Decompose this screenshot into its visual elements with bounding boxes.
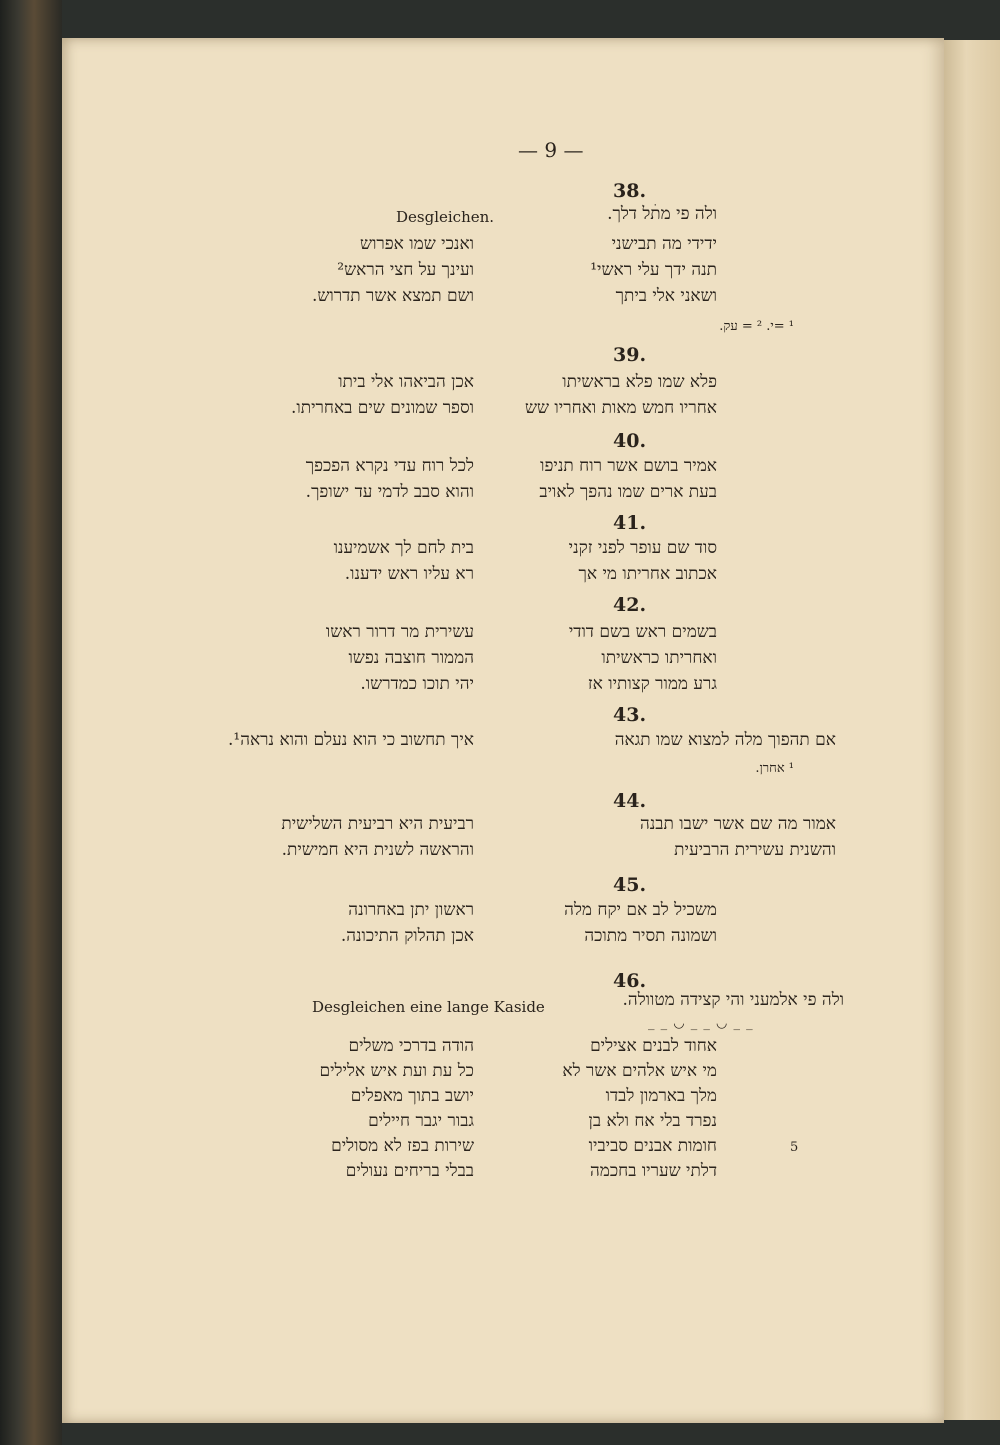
verse-41-1b: בית לחם לך אשמיענו	[333, 538, 474, 558]
verse-41-2b: רא עליו ראש ידענו.	[344, 564, 474, 584]
verse-42-2b: הממור חוצבה נפשו	[348, 648, 474, 668]
verse-45-1b: ראשון יתן באחרונה	[348, 900, 474, 920]
verse-38-3a: ושאני אלי ביתך	[615, 286, 717, 306]
section-number-43: 43.	[613, 704, 647, 726]
verse-44-2b: והראשה לשנית היא חמישית.	[281, 840, 474, 860]
section-number-44: 44.	[613, 790, 647, 812]
footnote-43: ¹ אחרן.	[755, 761, 794, 776]
verse-45-1a: משכיל לב אם יקח מלה	[564, 900, 717, 920]
verse-46-1a: אחוד לבנים אצילים	[590, 1036, 717, 1056]
verse-42-1a: בשמים ראש בשם דודי	[568, 622, 717, 642]
section-intro-46: ולה פי אלמעני והי קצידה מטוולה.	[622, 990, 844, 1010]
verse-46-3a: מלך בארמון לבדו	[605, 1086, 717, 1106]
page-number: — 9 —	[518, 138, 584, 162]
verse-46-5b: שירות בפז לא מסולים	[331, 1136, 474, 1156]
verse-41-2a: אכתוב אחריתו מי אך	[578, 564, 717, 584]
verse-40-1b: לכל רוח עדי נקרא הפכפך	[305, 456, 474, 476]
verse-41-1a: סוד שם עופר לפני זקני	[568, 538, 717, 558]
section-number-39: 39.	[613, 344, 647, 366]
verse-46-2b: כל עת ועת איש אלילים	[319, 1061, 474, 1081]
verse-46-5a: חומות אבנים סביביו	[588, 1136, 717, 1156]
verse-46-6a: דלתי שעריו בחכמה	[590, 1161, 717, 1181]
verse-45-2a: ושמונה תסיר מתוכה	[584, 926, 717, 946]
next-page-edge	[944, 40, 1000, 1420]
verse-46-3b: יושב בתוך מאפלים	[350, 1086, 474, 1106]
section-number-46: 46.	[613, 970, 647, 992]
german-note-38: Desgleichen.	[396, 208, 495, 226]
section-number-42: 42.	[613, 594, 647, 616]
german-note-46: Desgleichen eine lange Kaside	[312, 998, 545, 1016]
verse-42-3a: גרע ממור קצותיו אז	[587, 674, 717, 694]
verse-46-2a: מי איש אלהים אשר לא	[562, 1061, 717, 1081]
verse-40-2a: בעת ארים שמו נהפך לאויב	[539, 482, 717, 502]
meter-scheme-46: _ _ ◡ _ _ ◡ _ _	[648, 1016, 754, 1031]
book-page	[62, 38, 944, 1423]
verse-42-3b: יהי תוכו כמדרשו.	[360, 674, 474, 694]
section-number-45: 45.	[613, 874, 647, 896]
verse-42-1b: עשירית מר דרור ראשו	[325, 622, 474, 642]
verse-39-1b: אכן הביאהו אלי ביתו	[338, 372, 474, 392]
verse-39-1a: פלא שמו פלא בראשיתו	[562, 372, 717, 392]
verse-46-6b: בבלי בריחים נעולים	[345, 1161, 474, 1181]
footnote-38: ¹ =י. ² = עק.	[719, 319, 794, 334]
verse-44-1a: אמור מה שם אשר ישבו תבנה	[640, 814, 836, 834]
verse-46-1b: הודה בדרכי משלים	[348, 1036, 474, 1056]
verse-40-1a: אמיר בושם אשר רוח תניפו	[540, 456, 717, 476]
section-number-38: 38.	[613, 180, 647, 202]
verse-42-2a: ואחריתו כראשיתו	[601, 648, 717, 668]
section-number-40: 40.	[613, 430, 647, 452]
verse-38-3b: ושם תמצא אשר תדרוש.	[311, 286, 474, 306]
verse-38-1b: ואנכי שמו אפרוש	[360, 234, 474, 254]
verse-43-b: איך תחשוב כי הוא נעלם והוא נראה¹.	[227, 730, 474, 750]
verse-38-2b: ועינך על חצי הראש²	[337, 260, 474, 280]
verse-38-1a: ידידי מה תבישני	[611, 234, 717, 254]
verse-44-2a: והשנית עשירית הרביעית	[674, 840, 836, 860]
verse-38-2a: תנה ידך עלי ראשי¹	[590, 260, 717, 280]
section-number-41: 41.	[613, 512, 647, 534]
verse-43-a: אם תהפוך מלה למצוא שמו תגאה	[614, 730, 836, 750]
verse-45-2b: אכן תהלוק התיכונה.	[340, 926, 474, 946]
book-spine-edge	[0, 0, 62, 1445]
section-intro-38: ולה פי מתׄל דלך.	[607, 204, 717, 224]
line-number-5: 5	[790, 1140, 799, 1155]
verse-46-4b: גבור יגבר חיילים	[368, 1111, 474, 1131]
verse-44-1b: רביעית היא רביעית השלישית	[281, 814, 474, 834]
verse-39-2a: אחריו חמש מאות ואחריו שש	[524, 398, 717, 418]
verse-46-4a: נפרד בלי אח ולא בן	[588, 1111, 717, 1131]
verse-40-2b: והוא סבב לדמי עד ישופך.	[305, 482, 474, 502]
verse-39-2b: וספר שמונים שים באחריתו.	[290, 398, 474, 418]
